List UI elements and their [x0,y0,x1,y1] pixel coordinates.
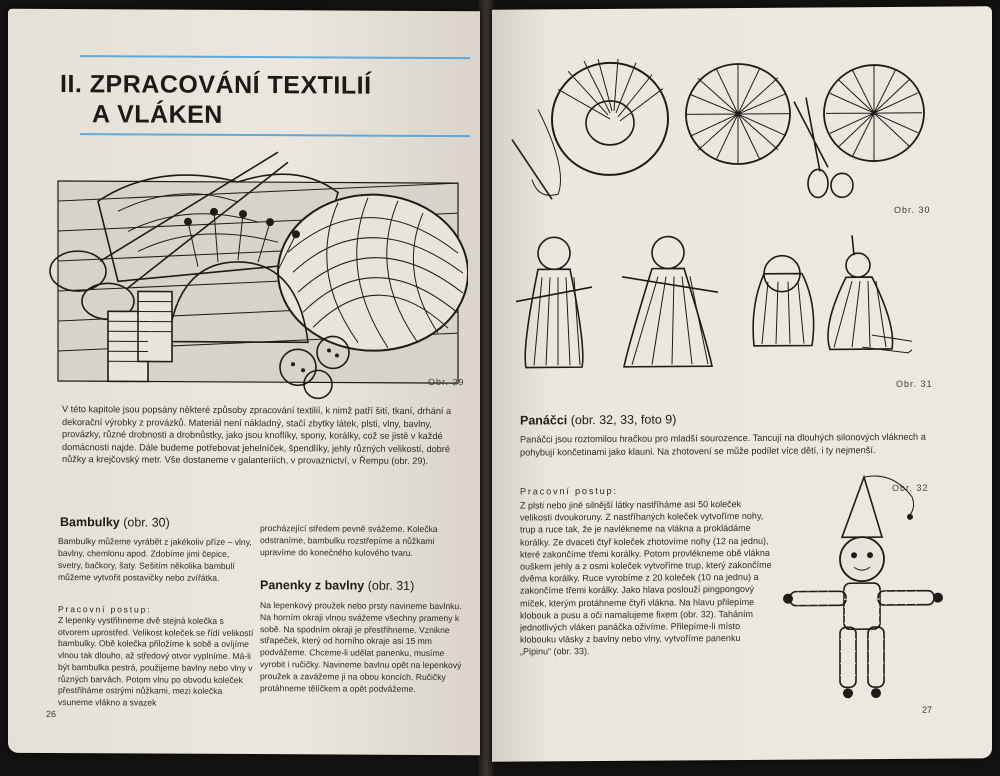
left-page [8,9,480,755]
bambulky-text: Bambulky můžeme vyrábět z jakékoliv příze – vlny, bavlny, chemlonu apod. Zdobíme jimi čepice, svetry, bačkory, šaty. Sešitím několika bambulí můžeme vytvořit postavičky nebo zvířátka. [58,536,252,583]
page-number-right: 27 [922,704,933,715]
panenky-heading: Panenky z bavlny (obr. 31) [260,578,415,593]
page-number-left: 26 [46,708,57,720]
bambulky-postup-text: Z lepenky vystřihneme dvě stejná kolečka s otvorem uprostřed. Velikost koleček se řídí velikostí bambulky. Obě kolečka přiložíme k sobě a ovíjíme vlnou tak dlouho, až středový otvor vyplníme. Má-li být bambulka pestrá, použijeme bavlny nebo vlny v různých barvách. Potom vlnu po obvodu koleček přestřiháme ostrými nůžkami, mezi kolečka vsuneme vlákno a svazek [58,615,254,708]
bambulky-continued: procházející středem pevně svážeme. Kolečka odstraníme, bambulku rozstřepíme a nůžkami upravíme do konečného kulového tvaru. [260,523,438,558]
intro-paragraph: V této kapitole jsou popsány některé způsoby zpracování textilií, k nimž patří šití, tkaní, drhání a dekorační výrobky z provázků. Materiál není nákladný, stačí zbytky látek, plsti, vlny, bavlny, provázky, různé drobnosti a drobnůstky, jako jsou knoflíky, spony, korálky, což se jistě v každé domácnosti najde. Dále budeme potřebovat jehelníček, špendlíky, jehly různých velikostí, dobré nůžky a krejčovský metr. Vše dostaneme v galanteriích, v provaznictví, v Řempu (obr. 29). [62,404,452,467]
chapter-title [60,69,440,131]
illustration-yarn-dolls [512,225,912,378]
figure-caption-32: Obr. 32 [892,482,929,493]
figure-caption-29: Obr. 29 [428,376,465,388]
panacci-postup-text: Z plsti nebo jiné silnější látky nastříháme asi 50 koleček velikosti dvoukoruny. Z nastříhaných koleček vytvoříme nohy, trup a ruce tak, že je navlékneme na vlákna a prokládáme korálky. Ze dvaceti čtyř koleček zhotovíme nohy (12 na jednu), které zakončíme třemi korálky. Potom provlékneme obě vlákna ouškem jehly a z osmi koleček vytvoříme trup, který zakončíme dvěma korálky. Ruce vyrobíme z 20 koleček (10 na jednu) a zakončíme třemi korálky. Jako hlava poslouží pingpongový míček, kterým protáhneme čtyři vlákna. Na hlavu přilepíme klobouk a pusu a oči namalujeme fixem (obr. 32). Taháním jednotlivých vláken panáčka oživíme. Přilepíme-li místo klobouku vlásky z bavlny nebo vlny, vytvoříme panenku „Pipinu“ (obr. 33). [520,499,772,657]
figure-caption-30: Obr. 30 [894,204,931,215]
illustration-clown-puppet [782,467,952,708]
title-underline [80,133,470,137]
bambulky-postup-label: Pracovní postup: [58,604,152,615]
illustration-sewing-supplies [38,141,468,405]
panenky-text: Na lepenkový proužek nebo prsty navineme bavlnku. Na horním okraji vlnou svážeme všechny prameny k sobě. Na spodním okraji je přestřihneme. Vznikne střapeček, který od horního okraje asi 15 mm podvážeme. Chceme-li udělat panenku, musíme vyrobit i ručičky. Navineme bavlnu opět na lepenkový proužek a zavážeme ji na obou koncích. Ručičky protáhneme tělíčkem a opět podvážeme. [260,600,462,694]
chapter-title-line-1: II. ZPRACOVÁNÍ TEXTILIÍ [60,70,372,100]
figure-caption-31: Obr. 31 [896,378,933,389]
title-top-rule [80,55,470,59]
bambulky-heading: Bambulky (obr. 30) [60,515,170,530]
illustration-pompom-steps [498,47,938,210]
panacci-postup-label: Pracovní postup: [520,485,618,497]
right-page [492,6,992,761]
panacci-text: Panáčci jsou roztomilou hračkou pro mladší sourozence. Tancují na dlouhých silonových vláknech a pohybují končetinami jako klauni. Na zhotovení se může podílet více dětí, i ty nejmenší. [520,431,926,458]
panacci-heading: Panáčci (obr. 32, 33, foto 9) [520,412,677,428]
chapter-title-line-2: A VLÁKEN [92,100,223,129]
